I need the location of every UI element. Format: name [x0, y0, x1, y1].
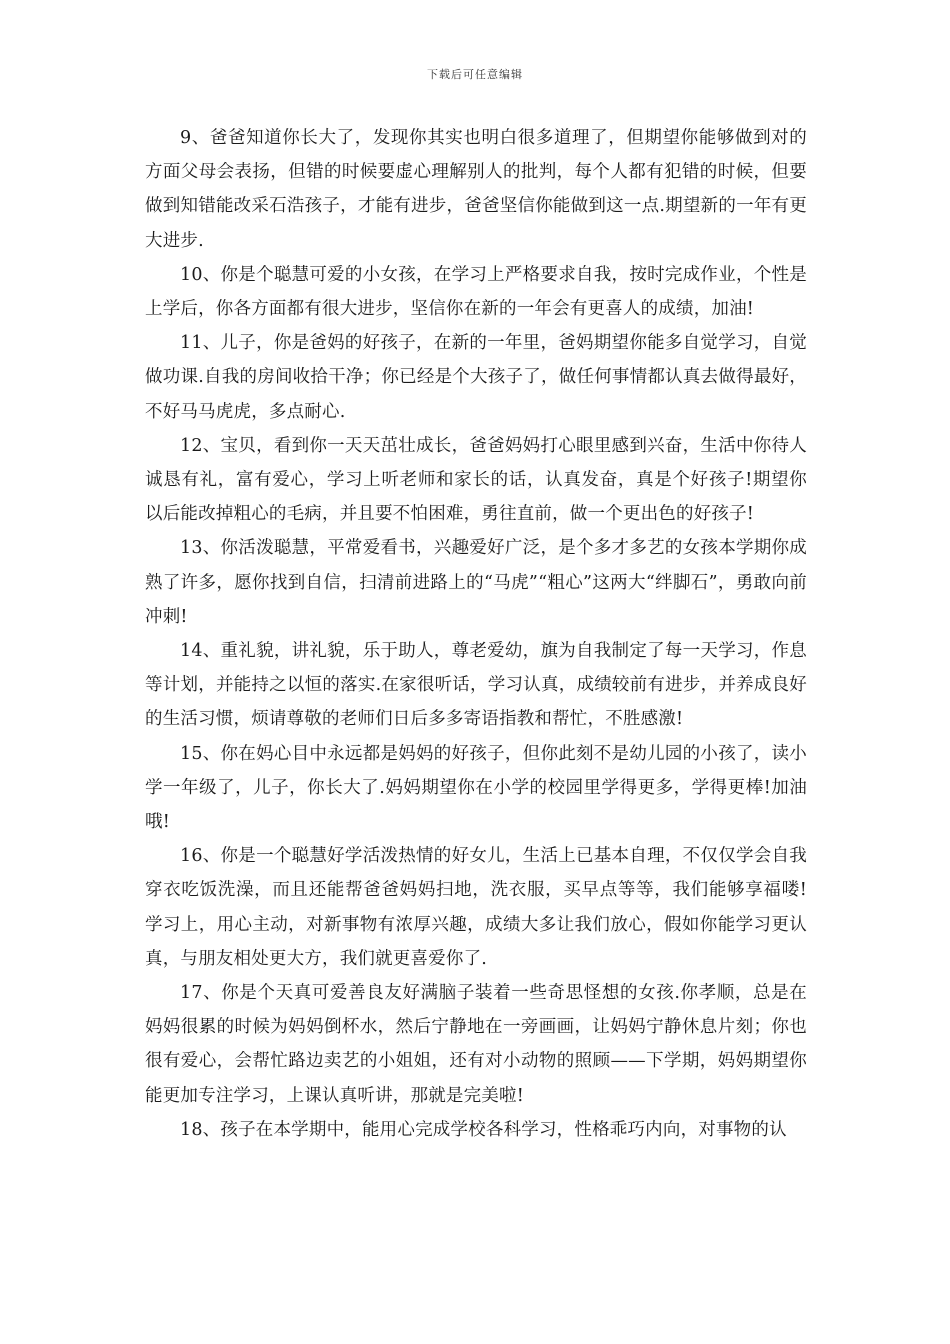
paragraph-16: 16、你是一个聪慧好学活泼热情的好女儿，生活上已基本自理，不仅仅学会自我穿衣吃饭洗澡，而且还能帮爸爸妈妈扫地，洗衣服，买早点等等，我们能够享福喽!学习上，用心主动，对新事物有浓厚兴趣，成绩大多让我们放心，假如你能学习更认真，与朋友相处更大方，我们就更喜爱你了. — [145, 846, 807, 969]
paragraph-17: 17、你是个天真可爱善良友好满脑子装着一些奇思怪想的女孩.你孝顺，总是在妈妈很累的时候为妈妈倒杯水，然后宁静地在一旁画画，让妈妈宁静休息片刻；你也很有爱心，会帮忙路边卖艺的小姐姐，还有对小动物的照顾——下学期，妈妈期望你能更加专注学习，上课认真听讲，那就是完美啦! — [145, 983, 807, 1106]
page-header: 下载后可任意编辑 — [427, 68, 523, 81]
paragraph-11: 11、儿子，你是爸妈的好孩子，在新的一年里，爸妈期望你能多自觉学习，自觉做功课.自我的房间收拾干净；你已经是个大孩子了，做任何事情都认真去做得最好，不好马马虎虎，多点耐心. — [145, 333, 807, 422]
document-body — [145, 121, 807, 1147]
paragraph-14: 14、重礼貌，讲礼貌，乐于助人，尊老爱幼，旗为自我制定了每一天学习，作息等计划，并能持之以恒的落实.在家很听话，学习认真，成绩较前有进步，并养成良好的生活习惯，烦请尊敬的老师们日后多多寄语指教和帮忙，不胜感激! — [145, 641, 807, 730]
paragraph-9: 9、爸爸知道你长大了，发现你其实也明白很多道理了，但期望你能够做到对的方面父母会表扬，但错的时候要虚心理解别人的批判，每个人都有犯错的时候，但要做到知错能改采石浩孩子，才能有进步，爸爸坚信你能做到这一点.期望新的一年有更大进步. — [145, 128, 807, 251]
paragraph-18: 18、孩子在本学期中，能用心完成学校各科学习，性格乖巧内向，对事物的认 — [180, 1119, 787, 1140]
paragraph-13: 13、你活泼聪慧，平常爱看书，兴趣爱好广泛，是个多才多艺的女孩本学期你成熟了许多，愿你找到自信，扫清前进路上的“马虎”“粗心”这两大“绊脚石”，勇敢向前冲刺! — [145, 538, 807, 627]
paragraph-12: 12、宝贝，看到你一天天茁壮成长，爸爸妈妈打心眼里感到兴奋，生活中你待人诚恳有礼，富有爱心，学习上听老师和家长的话，认真发奋，真是个好孩子!期望你以后能改掉粗心的毛病，并且要不怕困难，勇往直前，做一个更出色的好孩子! — [145, 435, 807, 525]
paragraph-15: 15、你在妈心目中永远都是妈妈的好孩子，但你此刻不是幼儿园的小孩了，读小学一年级了，儿子，你长大了.妈妈期望你在小学的校园里学得更多，学得更棒!加油哦! — [145, 743, 807, 833]
paragraph-10: 10、你是个聪慧可爱的小女孩，在学习上严格要求自我，按时完成作业，个性是上学后，你各方面都有很大进步，坚信你在新的一年会有更喜人的成绩，加油! — [145, 264, 807, 320]
